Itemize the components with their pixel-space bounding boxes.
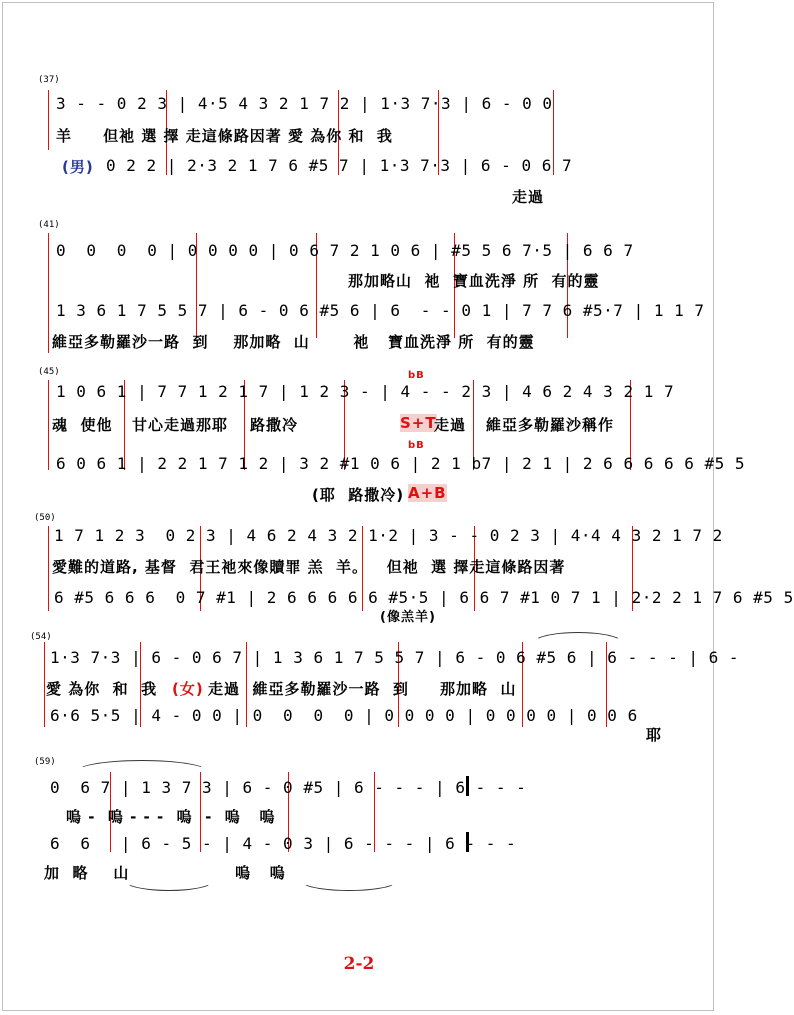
- lower-notes: 6 #5 6 6 6 0 7 #1 | 2 6 6 6 6 6 #5·5 | 6 6 7 #1 0 7 1 | 2·2 2 1 7 6 #5 5: [54, 588, 794, 607]
- upper-lyrics: 路撒冷: [250, 416, 299, 434]
- lower-lyrics: (耶 路撒冷): [312, 486, 405, 504]
- measure-number: (37): [38, 75, 60, 85]
- measure-number: (45): [38, 367, 60, 377]
- bb-mark: bB: [408, 440, 425, 451]
- upper-lyrics: 甘心走過那耶: [132, 416, 229, 434]
- page-number: 2-2: [343, 954, 375, 974]
- lower-lyrics: 走過: [512, 188, 545, 206]
- lower-lyrics: (像羔羊): [380, 610, 436, 625]
- lower-notes: 0 2 2 | 2·3 2 1 7 6 #5 7 | 1·3 7·3 | 6 - 0 6 7: [106, 156, 573, 175]
- barline: [44, 642, 45, 727]
- upper-lyrics: 愛難的道路, 基督 君王祂來像贖罪 羔 羊。 但祂 選 擇走這條路因著: [52, 558, 566, 576]
- lower-notes: 6 0 6 1 | 2 2 1 7 1 2 | 3 2 #1 0 6 | 2 1 b7 | 2 1 | 2 6 6 6 6 6 #5 5: [56, 454, 746, 473]
- upper-notes: 0 6 7 | 1 3 7 3 | 6 - 0 #5 | 6 - - - | 6 - - -: [50, 778, 527, 797]
- upper-lyrics: 走過 維亞多勒羅沙一路 到 那加略 山: [208, 680, 517, 698]
- st-mark: S+T: [400, 414, 437, 432]
- measure-number: (59): [34, 757, 56, 767]
- barline: [48, 526, 49, 611]
- upper-lyrics: 愛 為你 和 我: [46, 680, 158, 698]
- upper-lyrics: 那加略山 祂 寶血洗淨 所 有的靈: [348, 272, 600, 290]
- barline: [48, 233, 49, 353]
- upper-lyrics: 魂 使他: [52, 416, 113, 434]
- upper-lyrics: 維亞多勒羅沙稱作: [486, 416, 615, 434]
- upper-notes: 1·3 7·3 | 6 - 0 6 7 | 1 3 6 1 7 5 5 7 | 6 - 0 6 #5 6 | 6 - - - | 6 -: [50, 648, 740, 667]
- page-frame: [2, 2, 714, 1011]
- upper-notes: 1 0 6 1 | 7 7 1 2 1 7 | 1 2 3 - | 4 - - 2 3 | 4 6 2 4 3 2 1 7: [56, 382, 675, 401]
- lower-lyrics: 維亞多勒羅沙一路 到 那加略 山 祂 寶血洗淨 所 有的靈: [52, 333, 535, 351]
- slur-arc: [300, 870, 398, 891]
- female-part-label: (女): [172, 680, 204, 698]
- bb-mark: bB: [408, 370, 425, 381]
- measure-number: (50): [34, 513, 56, 523]
- lower-notes: 1 3 6 1 7 5 5 7 | 6 - 0 6 #5 6 | 6 - - 0 1 | 7 7 6 #5·7 | 1 1 7: [56, 301, 705, 320]
- barline: [48, 380, 49, 470]
- lower-notes: 6 6 | 6 - 5 - | 4 - 0 3 | 6 - - - | 6 - - -: [50, 834, 517, 853]
- ab-mark: A+B: [408, 484, 447, 502]
- lower-lyrics: 耶: [646, 726, 663, 744]
- lower-lyrics: 加 略 山 嗚 嗚: [44, 864, 286, 882]
- barline: [48, 90, 49, 150]
- male-part-label: (男): [62, 158, 94, 176]
- measure-number: (54): [30, 632, 52, 642]
- upper-notes: 0 0 0 0 | 0 0 0 0 | 0 6 7 2 1 0 6 | #5 5 6 7·5 | 6 6 7: [56, 241, 634, 260]
- upper-notes: 1 7 1 2 3 0 2 3 | 4 6 2 4 3 2 1·2 | 3 - - 0 2 3 | 4·4 4 3 2 1 7 2: [54, 526, 723, 545]
- slur-arc: [124, 870, 214, 891]
- upper-lyrics: 走過: [434, 416, 467, 434]
- upper-lyrics: 羊 但祂 選 擇 走這條路因著 愛 為你 和 我: [56, 127, 393, 145]
- measure-number: (41): [38, 220, 60, 230]
- upper-lyrics: 嗚 - 嗚 - - - 嗚 - 嗚 嗚: [66, 808, 276, 826]
- lower-notes: 6·6 5·5 | 4 - 0 0 | 0 0 0 0 | 0 0 0 0 | 0 0 0 0 | 0 0 6: [50, 706, 638, 725]
- upper-notes: 3 - - 0 2 3 | 4·5 4 3 2 1 7 2 | 1·3 7·3 | 6 - 0 0: [56, 94, 553, 113]
